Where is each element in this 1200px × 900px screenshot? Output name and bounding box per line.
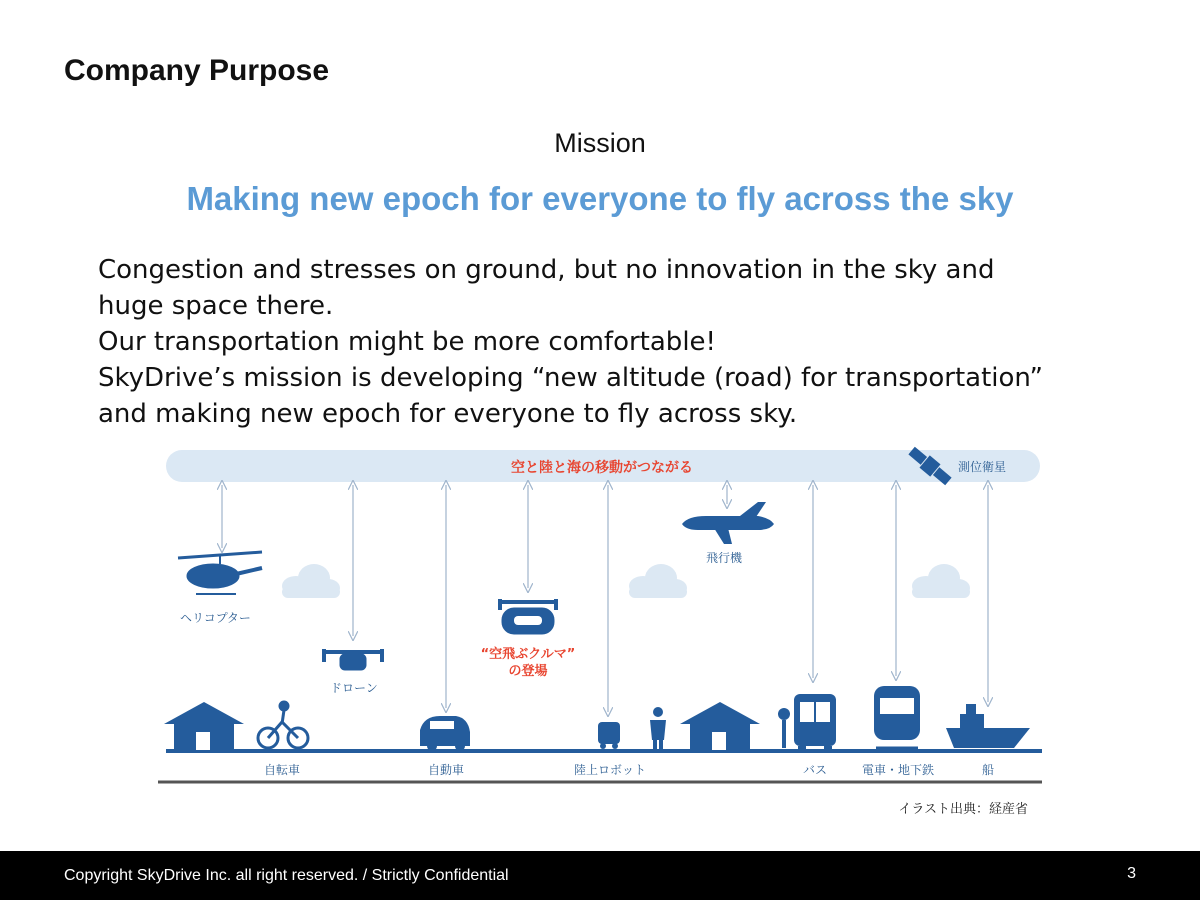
flying-car-label: “空飛ぶクルマ” (480, 647, 576, 662)
cloud-icon (912, 564, 970, 598)
helicopter-label: ヘリコプター (180, 611, 251, 625)
mission-label: Mission (554, 128, 646, 158)
transport-illustration (158, 440, 1042, 790)
page-number: 3 (1127, 865, 1136, 882)
helicopter-icon (178, 552, 262, 594)
bicycle-icon (258, 702, 308, 748)
mission-body (98, 252, 1158, 432)
bus-stop-icon (778, 708, 790, 748)
body-line: and making new epoch for everyone to fly across sky. (98, 399, 798, 429)
cloud-icon (629, 564, 687, 598)
house-icon (164, 702, 244, 750)
train-label: 電車・地下鉄 (861, 763, 935, 777)
ship-label: 船 (981, 763, 995, 777)
train-icon (870, 686, 924, 752)
copyright-text: Copyright SkyDrive Inc. all right reserved. / Strictly Confidential (64, 867, 509, 884)
ship-icon (946, 704, 1030, 748)
body-line: Our transportation might be more comfortable! (98, 327, 716, 357)
car-label: 自動車 (427, 763, 465, 777)
satellite-label: 測位衛星 (958, 460, 1007, 474)
bus-label: バス (802, 763, 828, 777)
mission-headline: Making new epoch for everyone to fly across the sky (186, 180, 1014, 217)
illustration-credit: イラスト出典：経産省 (898, 802, 1028, 817)
robot-icon (598, 722, 620, 749)
airplane-label: 飛行機 (706, 551, 743, 565)
body-line: Congestion and stresses on ground, but no innovation in the sky and (98, 255, 995, 285)
bicycle-label: 自転車 (263, 763, 301, 777)
slide-title: Company Purpose (64, 54, 330, 87)
banner-text: 空と陸と海の移動がつながる (511, 460, 693, 476)
robot-label: 陸上ロボット (573, 763, 647, 777)
airplane-icon (682, 502, 774, 544)
person-icon (650, 707, 666, 750)
drone-label: ドローン (330, 681, 378, 695)
body-line: SkyDrive’s mission is developing “new altitude (road) for transportation” (98, 363, 1043, 393)
body-line: huge space there. (98, 291, 334, 321)
car-icon (420, 716, 470, 751)
flying-car-label: の登場 (508, 664, 548, 679)
connection-arrows (222, 485, 988, 712)
house-icon (680, 702, 760, 750)
bus-icon (794, 694, 836, 750)
cloud-icon (282, 564, 340, 598)
flying-car-icon (500, 599, 556, 634)
footer-bar (0, 851, 1200, 900)
drone-icon (324, 649, 382, 670)
